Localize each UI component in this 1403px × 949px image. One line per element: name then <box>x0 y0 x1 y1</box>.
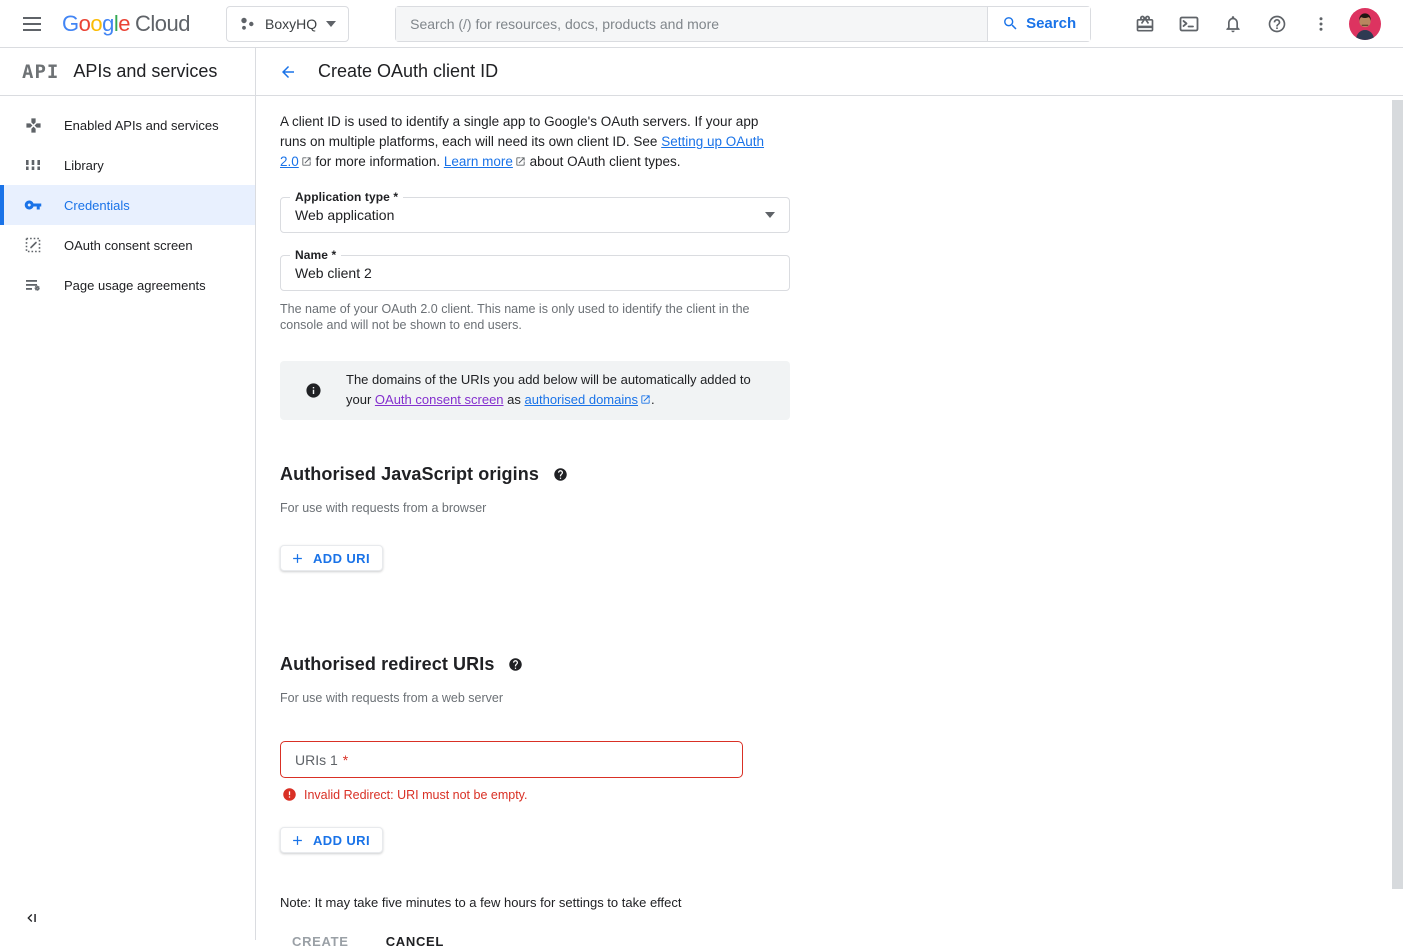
learn-more-link[interactable]: Learn more <box>443 154 513 169</box>
js-origins-subtitle: For use with requests from a browser <box>280 501 487 515</box>
logo-cloud-text: Cloud <box>135 10 190 36</box>
scrollbar-thumb[interactable] <box>1392 100 1403 889</box>
logo-letter: o <box>90 10 103 36</box>
sidebar-item-library[interactable] <box>0 145 255 185</box>
project-icon <box>239 15 256 33</box>
search-button-label: Search <box>1026 15 1077 32</box>
dpad-icon <box>24 116 42 134</box>
hamburger-icon <box>23 17 41 31</box>
back-button[interactable] <box>276 60 300 84</box>
redirect-uri-input[interactable] <box>280 741 743 778</box>
uri-error-row <box>280 787 1403 802</box>
plus-icon <box>290 551 305 566</box>
sidebar-item-label: Library <box>64 157 104 173</box>
main-panel <box>256 96 1403 949</box>
sidebar-item-label: Page usage agreements <box>64 277 206 293</box>
external-link-icon <box>301 153 312 173</box>
settings-note: Note: It may take five minutes to a few hours for settings to take effect <box>280 895 682 910</box>
collapse-panel-icon <box>24 910 40 926</box>
oauth-consent-screen-link[interactable]: OAuth consent screen <box>374 392 504 407</box>
notifications-icon <box>1223 14 1243 34</box>
cloud-shell-icon <box>1179 14 1199 34</box>
create-button[interactable]: CREATE <box>292 934 349 949</box>
js-origins-title: Authorised JavaScript origins <box>280 464 539 484</box>
info-banner <box>280 361 790 420</box>
sidebar-item-label: Credentials <box>64 197 130 213</box>
application-type-label: Application type * <box>290 190 403 204</box>
authorised-domains-link[interactable]: authorised domains <box>524 392 638 407</box>
sidebar-item-credentials[interactable] <box>0 185 255 225</box>
page-title: Create OAuth client ID <box>318 61 499 81</box>
chevron-down-icon <box>326 21 336 27</box>
name-helper-text: The name of your OAuth 2.0 client. This name is only used to identify the client in the console and will not be shown to end users. <box>280 302 750 332</box>
sidebar-item-page-usage[interactable] <box>0 265 255 305</box>
scrollbar-track[interactable] <box>1391 96 1403 940</box>
intro-text: for more information. <box>311 154 444 169</box>
sidebar-item-label: OAuth consent screen <box>64 237 193 253</box>
logo-letter: o <box>78 10 91 36</box>
redirect-uris-title: Authorised redirect URIs <box>280 654 495 674</box>
menu-hamburger-button[interactable] <box>12 4 52 44</box>
sidebar-item-enabled-apis[interactable] <box>0 105 255 145</box>
google-cloud-logo[interactable] <box>62 11 190 37</box>
application-type-value: Web application <box>295 207 395 223</box>
uri-placeholder: URIs 1 <box>295 751 338 768</box>
more-vert-icon <box>1312 15 1330 33</box>
chevron-down-icon <box>765 212 775 218</box>
search-button[interactable] <box>987 7 1090 41</box>
help-filled-icon[interactable] <box>553 467 568 482</box>
help-filled-icon[interactable] <box>508 657 523 672</box>
project-selector[interactable] <box>226 6 349 42</box>
redirect-uris-subtitle: For use with requests from a web server <box>280 691 503 705</box>
secondary-header <box>0 48 1403 96</box>
more-options-button[interactable] <box>1301 4 1341 44</box>
sidebar-nav <box>0 96 256 940</box>
plus-icon <box>290 833 305 848</box>
gift-icon <box>1135 14 1155 34</box>
notifications-button[interactable] <box>1213 4 1253 44</box>
js-origins-section-header <box>280 464 1403 485</box>
add-origin-uri-button[interactable]: ADD URI <box>280 545 383 571</box>
name-label: Name * <box>290 248 341 262</box>
search-icon <box>1002 15 1019 32</box>
redirect-uris-section-header <box>280 654 1403 675</box>
account-avatar[interactable] <box>1345 4 1385 44</box>
info-banner-text: The domains of the URIs you add below will be automatically added to your OAuth consent screen as authorised domains . <box>346 370 760 411</box>
key-icon <box>24 196 42 214</box>
arrow-back-icon <box>279 63 297 81</box>
application-type-select[interactable] <box>280 190 790 233</box>
name-input[interactable] <box>281 256 789 290</box>
api-logo: API <box>22 60 60 83</box>
agreements-icon <box>24 276 42 294</box>
help-icon <box>1267 14 1287 34</box>
cancel-button[interactable]: CANCEL <box>385 934 445 949</box>
logo-letter: G <box>62 10 79 36</box>
top-app-bar <box>0 0 1403 48</box>
collapse-sidebar-button[interactable] <box>22 908 42 928</box>
uri-error-text: Invalid Redirect: URI must not be empty. <box>304 787 528 802</box>
page-header <box>256 48 1403 96</box>
gift-button[interactable] <box>1125 4 1165 44</box>
external-link-icon <box>515 153 526 173</box>
sidebar-item-label: Enabled APIs and services <box>64 117 219 133</box>
product-title: APIs and services <box>73 61 218 81</box>
global-search-bar <box>395 6 1091 42</box>
logo-letter: e <box>118 10 131 36</box>
setting-up-oauth-link[interactable]: Setting up OAuth 2.0 <box>280 134 765 169</box>
sidebar-item-oauth-consent[interactable] <box>0 225 255 265</box>
intro-text: A client ID is used to identify a single app to Google's OAuth servers. If your app runs on multiple platforms, each will need its own client ID. See <box>280 114 759 149</box>
error-icon <box>282 787 297 802</box>
required-asterisk: * <box>342 751 349 768</box>
info-icon <box>280 382 346 399</box>
product-header <box>0 48 256 96</box>
help-button[interactable] <box>1257 4 1297 44</box>
project-name: BoxyHQ <box>265 15 318 32</box>
search-input[interactable] <box>396 7 987 41</box>
logo-letter: g <box>102 10 114 36</box>
consent-screen-icon <box>24 236 42 254</box>
add-redirect-uri-button[interactable]: ADD URI <box>280 827 383 853</box>
library-icon <box>24 156 42 174</box>
topbar-actions <box>1125 4 1403 44</box>
intro-paragraph <box>280 112 786 173</box>
avatar-image <box>1349 8 1381 40</box>
form-actions <box>280 934 1403 949</box>
intro-text: about OAuth client types. <box>525 154 681 169</box>
logo-letter: l <box>113 10 119 36</box>
name-field-wrapper <box>280 248 790 291</box>
external-link-icon <box>640 391 651 411</box>
cloud-shell-button[interactable] <box>1169 4 1209 44</box>
